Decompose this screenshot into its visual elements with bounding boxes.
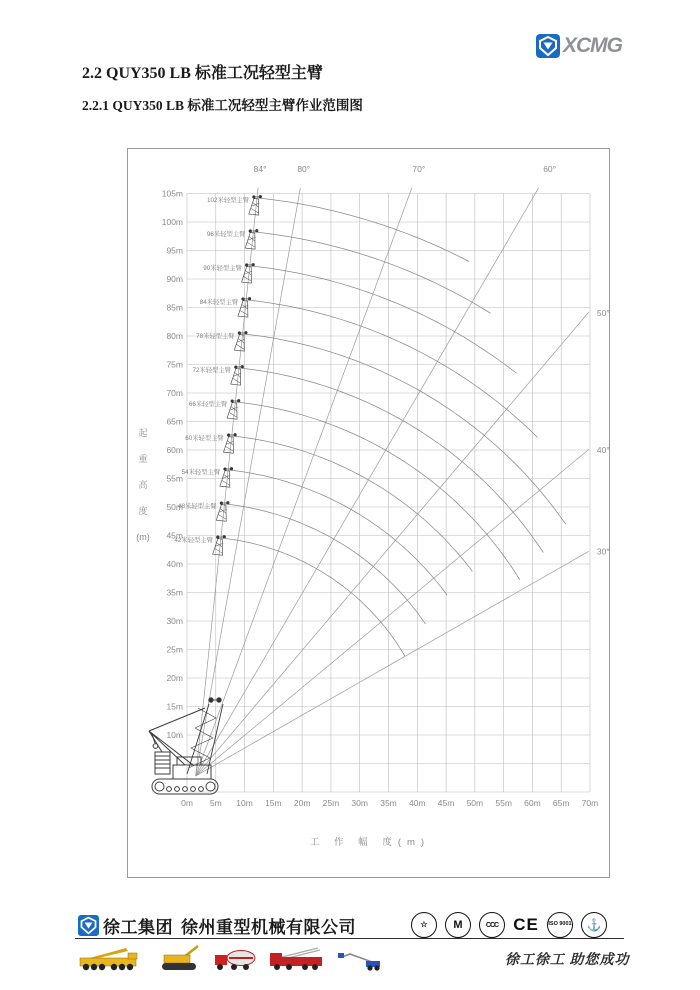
chart-container xyxy=(127,148,610,878)
xcmg-logo xyxy=(536,32,636,60)
truck-crane-image xyxy=(78,944,144,972)
working-range-chart xyxy=(127,148,610,878)
boom-angle-line xyxy=(196,188,539,776)
y-tick-label: 85m xyxy=(166,302,183,313)
metrology-icon: M xyxy=(444,911,472,939)
x-tick-label: 25m xyxy=(322,798,340,808)
crane-illustration xyxy=(149,698,223,794)
ccc-icon: CCC xyxy=(478,911,506,939)
section-title: 2.2 QUY350 LB 标准工况轻型主臂 xyxy=(82,65,323,82)
y-tick-label: 10m xyxy=(166,730,183,740)
mixer-truck-image xyxy=(212,944,258,972)
boom-capacity-curve xyxy=(246,300,537,438)
boom-length-label: 72米轻型主臂 xyxy=(192,366,231,374)
x-tick-label: 30m xyxy=(351,798,368,808)
boom-length-label: 48米轻型主臂 xyxy=(178,502,217,510)
crawler-crane-image xyxy=(154,944,202,972)
iso9001-icon: ISO 9001 xyxy=(546,911,574,939)
boom-angle-label: 60° xyxy=(543,163,557,174)
x-tick-label: 5m xyxy=(209,798,222,808)
y-tick-label: 65m xyxy=(166,416,183,427)
y-tick-label: 100m xyxy=(161,217,183,227)
subsection-title: 2.2.1 QUY350 LB 标准工况轻型主臂作业范围图 xyxy=(82,98,363,113)
footer-divider xyxy=(75,938,624,939)
y-axis-title: 高 xyxy=(138,480,148,490)
boom-length-label: 102米轻型主臂 xyxy=(207,196,250,204)
boom-length-label: 78米轻型主臂 xyxy=(196,332,235,340)
y-tick-label: 30m xyxy=(166,616,183,626)
y-tick-label: 20m xyxy=(166,673,183,683)
x-tick-label: 70m xyxy=(581,798,599,808)
chart-frame xyxy=(128,149,610,878)
boom-angle-label: 80° xyxy=(297,163,311,174)
y-tick-label: 95m xyxy=(166,245,183,256)
boom-angle-label: 40° xyxy=(596,444,610,455)
boom-capacity-curve xyxy=(221,538,405,656)
company-brand xyxy=(78,913,356,937)
fire-truck-image xyxy=(268,944,326,972)
y-axis-title: (m) xyxy=(136,532,150,542)
x-tick-label: 35m xyxy=(380,798,397,808)
x-tick-label: 65m xyxy=(552,798,570,808)
boom-length-label: 60米轻型主臂 xyxy=(185,434,224,442)
boom-length-label: 84米轻型主臂 xyxy=(199,298,239,306)
boom-angle-line xyxy=(196,188,301,776)
aerial-platform-image xyxy=(336,944,382,972)
boom-angle-line xyxy=(196,188,412,776)
x-tick-label: 50m xyxy=(466,798,484,808)
y-axis-title: 起 xyxy=(138,428,148,438)
y-tick-label: 15m xyxy=(166,701,183,712)
boom-capacity-curve xyxy=(243,334,566,524)
boom-angle-label: 50° xyxy=(596,307,610,318)
xcmg-footer-logo-icon xyxy=(78,915,99,936)
x-tick-label: 0m xyxy=(181,798,193,808)
boom-angle-line xyxy=(196,188,258,776)
x-tick-label: 60m xyxy=(524,798,541,808)
boom-angle-line xyxy=(196,449,589,776)
company-group-text: 徐工集团 xyxy=(103,917,173,937)
y-tick-label: 55m xyxy=(166,473,183,484)
boom-angle-label: 84° xyxy=(253,163,267,174)
x-axis-title: 工 作 幅 度(m) xyxy=(309,837,431,848)
certification-badges xyxy=(410,911,608,939)
boom-length-label: 96米轻型主臂 xyxy=(206,230,246,238)
y-axis-title: 度 xyxy=(138,506,148,516)
chart-generated-layer xyxy=(128,149,610,878)
quality-inspection-icon: ☆ xyxy=(410,911,438,939)
y-tick-label: 105m xyxy=(161,188,183,199)
classification-society-icon: ⚓ xyxy=(580,911,608,939)
boom-capacity-curve xyxy=(250,266,517,373)
y-tick-label: 50m xyxy=(166,502,183,512)
y-axis-title: 重 xyxy=(138,454,148,464)
y-tick-label: 90m xyxy=(166,274,183,284)
x-tick-label: 45m xyxy=(437,798,455,808)
y-tick-label: 35m xyxy=(166,587,183,598)
boom-length-label: 66米轻型主臂 xyxy=(188,400,228,408)
boom-length-label: 54米轻型主臂 xyxy=(181,468,221,476)
xcmg-logo-text: XCMG xyxy=(563,34,622,57)
boom-angle-line xyxy=(196,551,589,776)
y-tick-label: 40m xyxy=(166,559,183,569)
x-tick-label: 55m xyxy=(495,798,512,808)
x-tick-label: 40m xyxy=(409,798,426,808)
y-tick-label: 45m xyxy=(166,530,183,541)
company-name-text: 徐州重型机械有限公司 xyxy=(181,917,356,937)
boom-angle-label: 30° xyxy=(596,546,610,557)
xcmg-logo-icon xyxy=(536,34,560,58)
boom-capacity-curve xyxy=(232,436,473,572)
boom-length-label: 42米轻型主臂 xyxy=(174,536,213,544)
boom-capacity-curve xyxy=(253,232,490,313)
x-tick-label: 15m xyxy=(265,798,282,808)
y-tick-label: 25m xyxy=(166,644,183,655)
product-thumbnails xyxy=(78,944,382,972)
y-tick-label: 70m xyxy=(166,388,183,398)
ce-icon: CE xyxy=(513,915,539,934)
boom-length-label: 90米轻型主臂 xyxy=(203,264,242,272)
slogan-text: 徐工徐工 助您成功 xyxy=(505,953,630,968)
y-tick-label: 80m xyxy=(166,331,183,341)
x-tick-label: 20m xyxy=(293,798,311,808)
x-tick-label: 10m xyxy=(236,798,253,808)
y-tick-label: 75m xyxy=(166,359,183,370)
boom-angle-label: 70° xyxy=(412,163,426,174)
y-tick-label: 60m xyxy=(166,445,183,455)
